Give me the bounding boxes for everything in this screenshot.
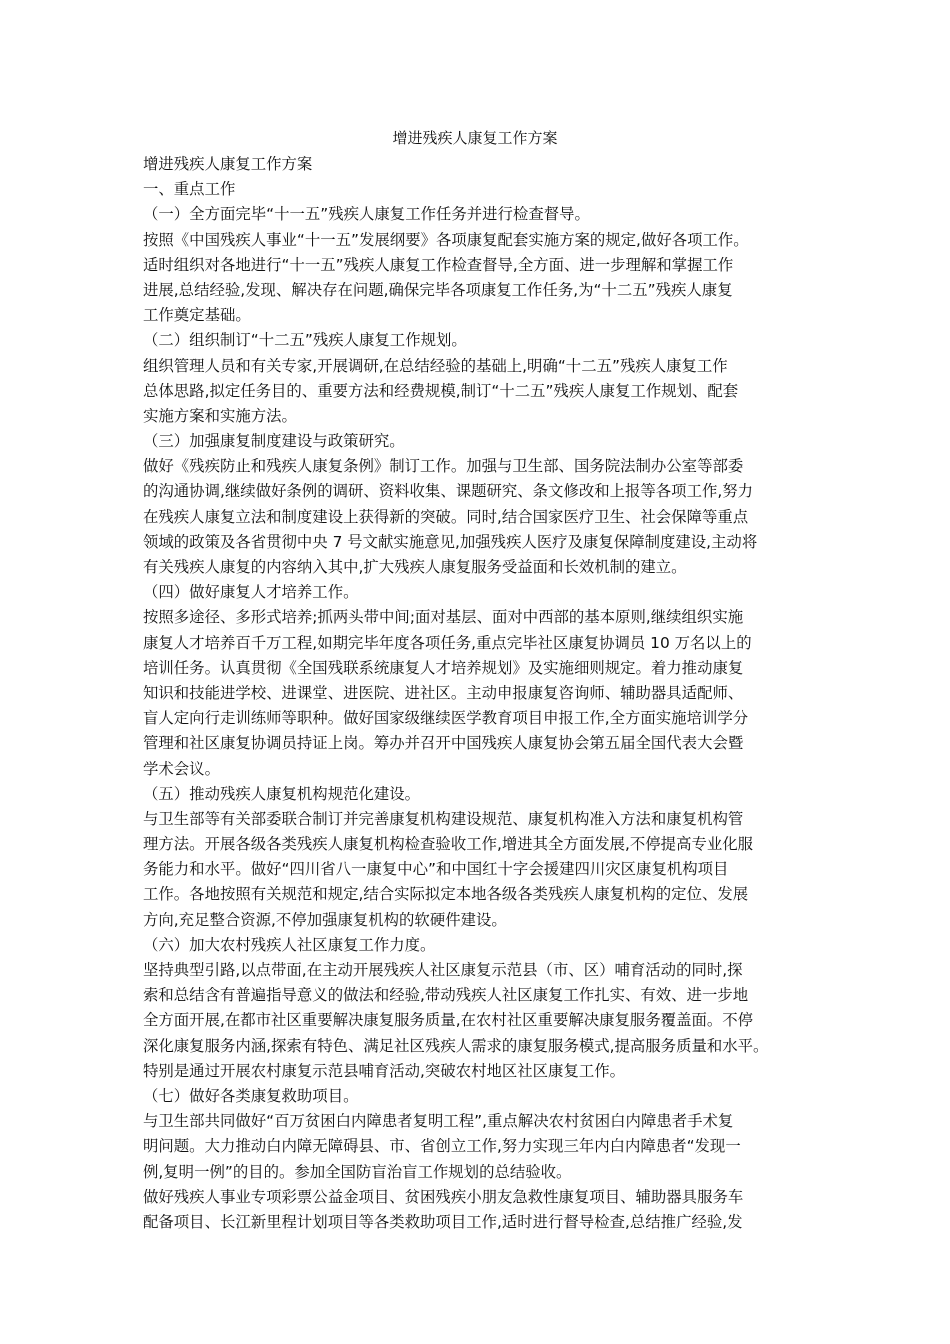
text-line: 工作。各地按照有关规范和规定,结合实际拟定本地各级各类残疾人康复机构的定位、发展: [143, 885, 749, 904]
text-line: 组织管理人员和有关专家,开展调研,在总结经验的基础上,明确“十二五”残疾人康复工作: [143, 356, 728, 375]
text-line: （三）加强康复制度建设与政策研究。: [143, 432, 405, 451]
text-line: 理方法。开展各级各类残疾人康复机构检查验收工作,增进其全方面发展,不停提高专业化服: [143, 835, 754, 854]
text-line: 务能力和水平。做好“四川省八一康复中心”和中国红十字会援建四川灾区康复机构项目: [143, 860, 729, 879]
text-line: 盲人定向行走训练师等职种。做好国家级继续医学教育项目申报工作,全方面实施培训学分: [143, 709, 749, 728]
document-body: [143, 152, 833, 1235]
text-line: 工作奠定基础。: [143, 306, 251, 325]
text-line: 方向,充足整合资源,不停加强康复机构的软硬件建设。: [143, 910, 507, 929]
text-line: 与卫生部等有关部委联合制订并完善康复机构建设规范、康复机构准入方法和康复机构管: [143, 809, 744, 828]
text-line: 康复人才培养百千万工程,如期完毕年度各项任务,重点完毕社区康复协调员 10 万名以上的: [143, 633, 752, 652]
text-line: 深化康复服务内涵,探索有特色、满足社区残疾人需求的康复服务模式,提高服务质量和水平。: [143, 1036, 769, 1055]
text-line: 做好《残疾防止和残疾人康复条例》制订工作。加强与卫生部、国务院法制办公室等部委: [143, 457, 744, 476]
text-line: 在残疾人康复立法和制度建设上获得新的突破。同时,结合国家医疗卫生、社会保障等重点: [143, 507, 749, 526]
text-line: 坚持典型引路,以点带面,在主动开展残疾人社区康复示范县（市、区）哺育活动的同时,探: [143, 961, 743, 979]
text-line: （一）全方面完毕“十一五”残疾人康复工作任务并进行检查督导。: [143, 205, 590, 224]
text-line: 与卫生部共同做好“百万贫困白内障患者复明工程”,重点解决农村贫困白内障患者手术复: [143, 1112, 734, 1131]
text-line: 知识和技能进学校、进课堂、进医院、进社区。主动申报康复咨询师、辅助器具适配师、: [143, 683, 744, 702]
text-line: 例,复明一例”的目的。参加全国防盲治盲工作规划的总结验收。: [143, 1162, 572, 1181]
text-line: 特别是通过开展农村康复示范县哺育活动,突破农村地区社区康复工作。: [143, 1061, 626, 1080]
text-line: 总体思路,拟定任务目的、重要方法和经费规模,制订“十二五”残疾人康复工作规划、配套: [143, 381, 739, 400]
text-line: （四）做好康复人才培养工作。: [143, 583, 359, 602]
text-line: 索和总结含有普遍指导意义的做法和经验,带动残疾人社区康复工作扎实、有效、进一步地: [143, 986, 749, 1005]
text-line: 配备项目、长江新里程计划项目等各类救助项目工作,适时进行督导检查,总结推广经验,发: [143, 1212, 743, 1231]
text-line: 按照多途径、多形式培养;抓两头带中间;面对基层、面对中西部的基本原则,继续组织实施: [143, 608, 744, 627]
text-line: 实施方案和实施方法。: [143, 406, 297, 425]
document-title: 增进残疾人康复工作方案: [392, 129, 558, 147]
text-line: （二）组织制订“十二五”残疾人康复工作规划。: [143, 331, 467, 350]
text-line: 做好残疾人事业专项彩票公益金项目、贫困残疾小朋友急救性康复项目、辅助器具服务车: [143, 1187, 744, 1206]
text-line: 明问题。大力推动白内障无障碍县、市、省创立工作,努力实现三年内白内障患者“发现一: [143, 1137, 741, 1156]
text-line: 培训任务。认真贯彻《全国残联系统康复人才培养规划》及实施细则规定。着力推动康复: [143, 658, 744, 677]
text-line: 有关残疾人康复的内容纳入其中,扩大残疾人康复服务受益面和长效机制的建立。: [143, 558, 687, 576]
text-line: 增进残疾人康复工作方案: [143, 155, 313, 173]
text-line: 一、重点工作: [143, 180, 236, 199]
text-line: 的沟通协调,继续做好条例的调研、资料收集、课题研究、条文修改和上报等各项工作,努力: [143, 482, 754, 501]
text-line: （五）推动残疾人康复机构规范化建设。: [143, 784, 421, 803]
text-line: 领域的政策及各省贯彻中央 7 号文献实施意见,加强残疾人医疗及康复保障制度建设,主动将: [143, 532, 758, 551]
text-line: 全方面开展,在都市社区重要解决康复服务质量,在农村社区重要解决康复服务覆盖面。不停: [143, 1011, 754, 1030]
text-line: 学术会议。: [143, 759, 220, 778]
text-line: 进展,总结经验,发现、解决存在问题,确保完毕各项康复工作任务,为“十二五”残疾人康复: [143, 280, 733, 299]
text-line: （六）加大农村残疾人社区康复工作力度。: [143, 935, 436, 954]
text-line: 适时组织对各地进行“十一五”残疾人康复工作检查督导,全方面、进一步理解和掌握工作: [143, 255, 734, 274]
text-line: 管理和社区康复协调员持证上岗。筹办并召开中国残疾人康复协会第五届全国代表大会暨: [143, 734, 744, 753]
text-line: 按照《中国残疾人事业“十一五”发展纲要》各项康复配套实施方案的规定,做好各项工作。: [143, 230, 749, 249]
text-line: （七）做好各类康复救助项目。: [143, 1086, 359, 1105]
